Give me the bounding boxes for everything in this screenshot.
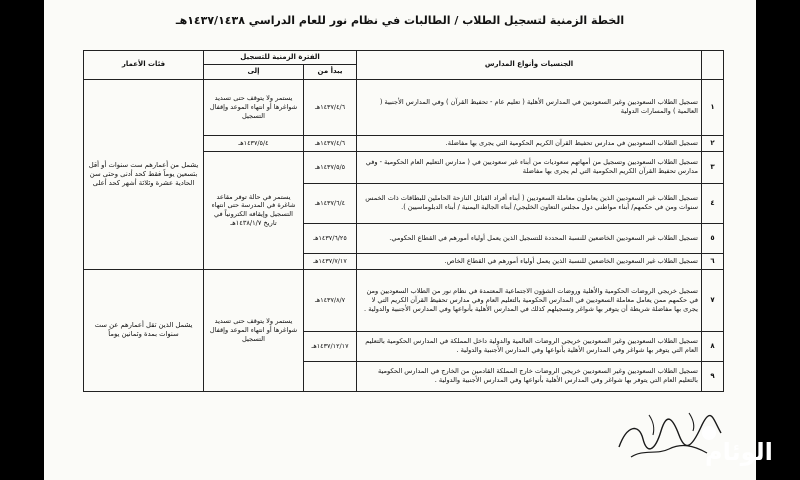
age-group-1: يشمل من أعمارهم ست سنوات أو أقل بتسعين يوماً فقط كحد أدنى وحتى سن الحادية عشرة وثلاثة أشهر كحد أعلى (84, 79, 204, 269)
row-end-condition: يستمر في حالة توفر مقاعد شاغرة في المدرسة حتى انتهاء التسجيل وإيقافه الكترونياً في تاريخ ١٤٣٨/١/٧هـ (204, 151, 304, 269)
row-description: تسجيل الطلاب السعوديين وتسجيل من أمهاتهم سعوديات من أبناء غير سعوديين في ( مدارس التعليم العام الحكومية - وفي مدارس تحفيظ القرآن الكريم الحكومية التي لم يجرى بها مفاضلة (357, 151, 702, 183)
row-number: ٦ (702, 253, 724, 269)
watermark-logo: الوئام (705, 438, 773, 466)
row-end-condition: يستمر ولا يتوقف حتى تسديد شواغرها أو انتهاء الموعد وإقفال التسجيل (204, 269, 304, 391)
document-page (44, 0, 756, 480)
header-period: الفترة الزمنية للتسجيل (204, 51, 357, 65)
document-title: الخطة الزمنية لتسجيل الطلاب / الطالبات في نظام نور للعام الدراسي ١٤٣٧/١٤٣٨هـ (175, 14, 625, 27)
row-start-date: ١٤٣٧/٤/٦هـ (304, 79, 357, 135)
header-from: يبدأ من (304, 65, 357, 79)
row-start-date: ١٤٣٧/٤/٦هـ (304, 135, 357, 151)
row-start-date: ١٤٣٧/٦/٤هـ (304, 183, 357, 223)
row-start-date: ١٤٣٧/٥/٥هـ (304, 151, 357, 183)
row-number: ١ (702, 79, 724, 135)
row-start-date: ١٤٣٧/٨/٧هـ (304, 269, 357, 331)
row-end-date: ١٤٣٧/٥/٤هـ (204, 135, 304, 151)
row-description: تسجيل الطلاب غير السعوديين الخاضعين للنسبة الذين يعمل أولياء أمورهم في القطاع الخاص. (357, 253, 702, 269)
row-number: ٥ (702, 223, 724, 253)
row-number: ٨ (702, 331, 724, 361)
row-description: تسجيل الطلاب غير السعوديين الخاضعين للنسبة المحددة للتسجيل الذين يعمل أولياء أمورهم في القطاع الحكومي. (357, 223, 702, 253)
row-description: تسجيل خريجي الروضات الحكومية والأهلية وروضات الشؤون الاجتماعية المعتمدة في نظام نور من الطلاب السعوديين ومن في حكمهم ممن يعامل معاملة السعوديين في المدارس الحكومية بالتعليم العام وفي مدارس تحفيظ القرآن الكريم التي لا يجرى بها مفاضلة شريطة أن يتوفر بها شواغر وتسجيلهم كذلك في المدارس الأهلية بأنواعها وفي المدارس الأجنبية والدولية . (357, 269, 702, 331)
row-start-date (304, 361, 357, 391)
age-group-2: يشمل الذين تقل أعمارهم عن ست سنوات بمدة وثمانين يوماً (84, 269, 204, 391)
header-to: إلى (204, 65, 304, 79)
row-number: ٤ (702, 183, 724, 223)
row-start-date: ١٤٣٧/٦/٢٥هـ (304, 223, 357, 253)
row-number: ٣ (702, 151, 724, 183)
row-description: تسجيل الطلاب السعوديين وغير السعوديين في المدارس الأهلية ( تعليم عام - تحفيظ القرآن ) وفي المدارس الأجنبية ( العالمية ) والمسارات الدولية (357, 79, 702, 135)
table-row (84, 79, 724, 135)
row-start-date: ١٤٣٧/١٢/١٧هـ (304, 331, 357, 361)
header-row (84, 51, 724, 65)
row-description: تسجيل الطلاب السعوديين في مدارس تحفيظ القرآن الكريم الحكومية التي يجرى بها مفاضلة. (357, 135, 702, 151)
row-number: ٩ (702, 361, 724, 391)
row-number: ٧ (702, 269, 724, 331)
row-number: ٢ (702, 135, 724, 151)
row-start-date: ١٤٣٧/٧/١٧هـ (304, 253, 357, 269)
header-age: فئات الأعمار (84, 51, 204, 80)
row-description: تسجيل الطلاب غير السعوديين الذين يعاملون معاملة السعوديين ( أبناء أفراد القبائل النازحة الحاملين للبطاقات ذات الخمس سنوات ومن في حكمهم/ أبناء مواطني دول مجلس التعاون الخليجي/ أبناء الجالية اليمنية / أبناء الدبلوماسيين ). (357, 183, 702, 223)
row-description: تسجيل الطلاب السعوديين وغير السعوديين خريجي الروضات العالمية والدولية داخل المملكة في المدارس الحكومية بالتعليم العام التي يتوفر بها شواغر وفي المدارس الأهلية بأنواعها وفي المدارس الأجنبية والدولية . (357, 331, 702, 361)
row-description: تسجيل الطلاب السعوديين وغير السعوديين خريجي الروضات خارج المملكة القادمين من الخارج في المدارس الحكومية بالتعليم العام التي يتوفر بها شواغر وفي المدارس الأهلية بأنواعها وفي المدارس الأجنبية والدولية . (357, 361, 702, 391)
table-row (84, 269, 724, 331)
schedule-table (83, 50, 724, 392)
header-number (702, 51, 724, 80)
row-end-condition: يستمر ولا يتوقف حتى تسديد شواغرها أو انتهاء الموعد وإقفال التسجيل (204, 79, 304, 135)
header-types: الجنسيات وأنواع المدارس (357, 51, 702, 80)
